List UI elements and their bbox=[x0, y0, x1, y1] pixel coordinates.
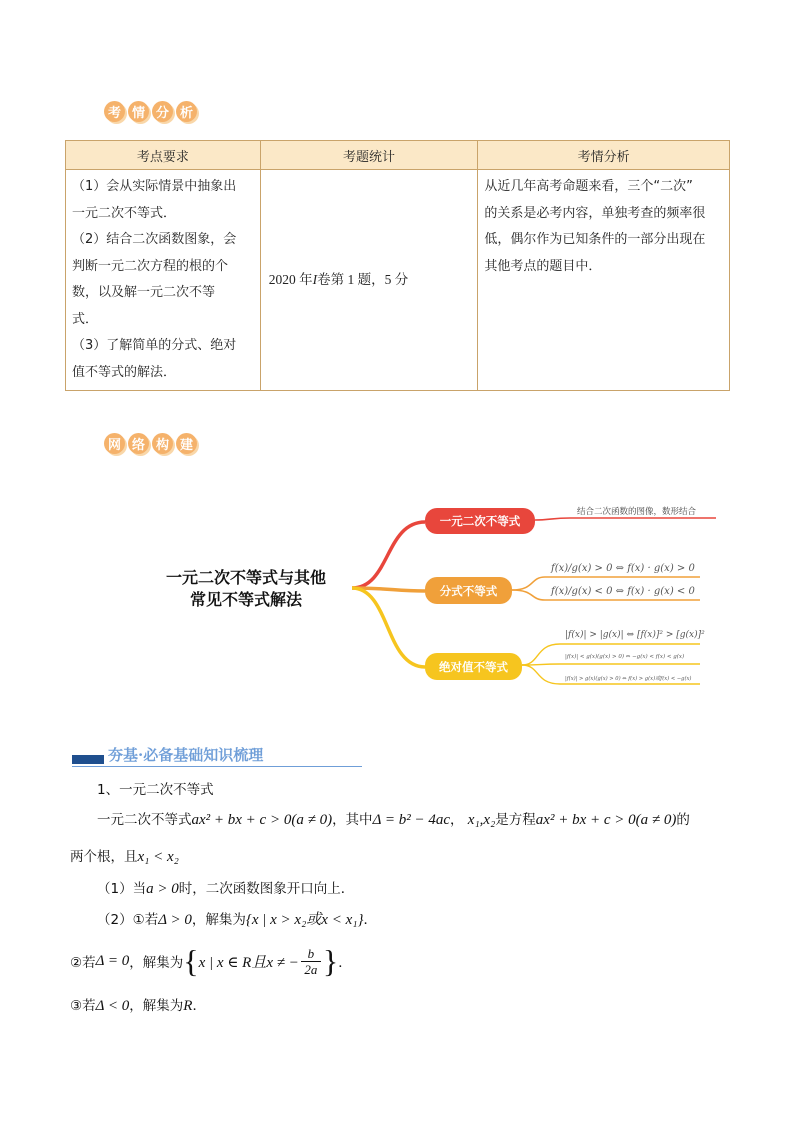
mindmap-node-absolute: 绝对值不等式 bbox=[425, 653, 522, 680]
badge-char: 考 bbox=[104, 101, 125, 122]
mindmap-root bbox=[146, 567, 346, 611]
section-underline bbox=[72, 766, 362, 767]
mindmap-leaf: 结合二次函数的图像，数形结合 bbox=[577, 507, 697, 517]
text: 2020 年 bbox=[268, 271, 313, 287]
section-badge-network bbox=[104, 429, 197, 457]
text-line: 其他考点的题目中． bbox=[484, 258, 602, 274]
mindmap-leaf: |f(x)| > |g(x)| ⇔ [f(x)]² > [g(x)]² bbox=[565, 630, 705, 640]
badge-char: 析 bbox=[176, 101, 197, 122]
mindmap-leaf: f(x)/g(x) > 0 ⇔ f(x) · g(x) > 0 bbox=[551, 563, 695, 574]
table-cell-analysis bbox=[478, 170, 730, 391]
text-line: （2）结合二次函数图象，会 bbox=[72, 232, 237, 247]
text-line: 判断一元二次方程的根的个 bbox=[72, 258, 229, 274]
text: 一元二次不等式 bbox=[97, 812, 192, 828]
badge-char: 情 bbox=[128, 101, 149, 122]
brace-left: { bbox=[183, 943, 199, 979]
math: {x | x > x₂或x < x₁} bbox=[245, 912, 364, 928]
math: Δ < 0 bbox=[95, 998, 130, 1014]
math: x | x ∈ R且x ≠ − bbox=[198, 954, 299, 971]
mindmap-leaf: f(x)/g(x) < 0 ⇔ f(x) · g(x) < 0 bbox=[551, 586, 695, 597]
text: ③若 bbox=[70, 998, 96, 1014]
text: 两个根，且 bbox=[70, 849, 138, 865]
text: I bbox=[312, 271, 318, 287]
section-title-bar bbox=[72, 755, 104, 764]
brace-right: } bbox=[322, 943, 339, 979]
badge-char: 建 bbox=[176, 433, 197, 454]
badge-char: 分 bbox=[152, 101, 173, 122]
fraction bbox=[301, 946, 321, 977]
fraction-denominator: 2a bbox=[304, 961, 318, 977]
fraction-numerator: b bbox=[307, 945, 315, 961]
math: Δ = b² − 4ac bbox=[372, 812, 450, 828]
exam-analysis-table bbox=[65, 140, 730, 391]
text-line: 从近几年高考命题来看，三个“二次” bbox=[484, 179, 693, 194]
text-line: 式． bbox=[72, 311, 99, 327]
body-line-2 bbox=[70, 845, 179, 866]
mindmap-root-line: 常见不等式解法 bbox=[189, 590, 302, 609]
text: ，解集为 bbox=[191, 912, 246, 928]
math: x₁ < x₂ bbox=[137, 849, 179, 865]
body-line-6 bbox=[70, 994, 206, 1015]
table-header: 考点要求 bbox=[66, 141, 261, 170]
text: 卷第 1 题，5 分 bbox=[317, 271, 409, 287]
text: ，解集为 bbox=[129, 955, 184, 971]
subsection-heading: 1、一元二次不等式 bbox=[97, 782, 214, 798]
mindmap-node-quadratic: 一元二次不等式 bbox=[425, 508, 535, 534]
text: ，其中 bbox=[332, 812, 373, 828]
text: 是方程 bbox=[495, 812, 536, 828]
body-line-5 bbox=[70, 942, 352, 980]
text: ． bbox=[338, 955, 352, 971]
math: ax² + bx + c > 0(a ≠ 0) bbox=[535, 812, 677, 828]
mindmap-leaf: |f(x)| > g(x)(g(x) > 0) ⇔ f(x) > g(x)或f(x) < −g(x) bbox=[565, 676, 692, 682]
text-line: （1）会从实际情景中抽象出 bbox=[72, 179, 237, 194]
text: ②若 bbox=[70, 955, 96, 971]
text: ． bbox=[363, 912, 377, 928]
text: （1）当 bbox=[97, 881, 147, 897]
table-row bbox=[66, 170, 730, 391]
mindmap-node-fraction: 分式不等式 bbox=[425, 577, 512, 604]
table-cell-requirements bbox=[66, 170, 261, 391]
table-header: 考题统计 bbox=[260, 141, 478, 170]
table-header-row bbox=[66, 141, 730, 170]
table-cell-statistics bbox=[260, 170, 478, 391]
math: ax² + bx + c > 0(a ≠ 0) bbox=[191, 812, 333, 828]
text: （2）①若 bbox=[97, 912, 159, 928]
text-line: （3）了解简单的分式、绝对 bbox=[72, 338, 237, 353]
math: Δ = 0 bbox=[95, 952, 130, 969]
body-line-1 bbox=[97, 808, 690, 829]
text: ， bbox=[450, 812, 464, 828]
text: ． bbox=[192, 998, 206, 1014]
math: a > 0 bbox=[146, 881, 179, 897]
text-line: 的关系是必考内容，单独考查的频率很 bbox=[484, 205, 706, 221]
table-header: 考情分析 bbox=[478, 141, 730, 170]
math: R bbox=[183, 998, 193, 1014]
mindmap-root-line: 一元二次不等式与其他 bbox=[165, 568, 326, 587]
mindmap-leaf: |f(x)| < g(x)(g(x) > 0) ⇔ −g(x) < f(x) < g(x) bbox=[565, 654, 685, 660]
badge-char: 构 bbox=[152, 433, 173, 454]
text-line: 低，偶尔作为已知条件的一部分出现在 bbox=[484, 232, 706, 247]
section-badge-analysis bbox=[104, 97, 197, 125]
text-line: 数，以及解一元二次不等 bbox=[72, 285, 216, 300]
text: 时，二次函数图象开口向上． bbox=[178, 881, 355, 897]
badge-char: 网 bbox=[104, 433, 125, 454]
text: 的 bbox=[676, 812, 690, 828]
body-line-4 bbox=[97, 908, 377, 929]
math: Δ > 0 bbox=[158, 912, 192, 928]
body-line-3 bbox=[97, 877, 354, 898]
text: ，解集为 bbox=[129, 998, 184, 1014]
text-line: 一元二次不等式． bbox=[72, 205, 177, 221]
text-line: 值不等式的解法． bbox=[72, 364, 177, 380]
section-title: 夯基·必备基础知识梳理 bbox=[108, 746, 264, 764]
badge-char: 络 bbox=[128, 433, 149, 454]
math: x₁,x₂ bbox=[467, 812, 496, 828]
